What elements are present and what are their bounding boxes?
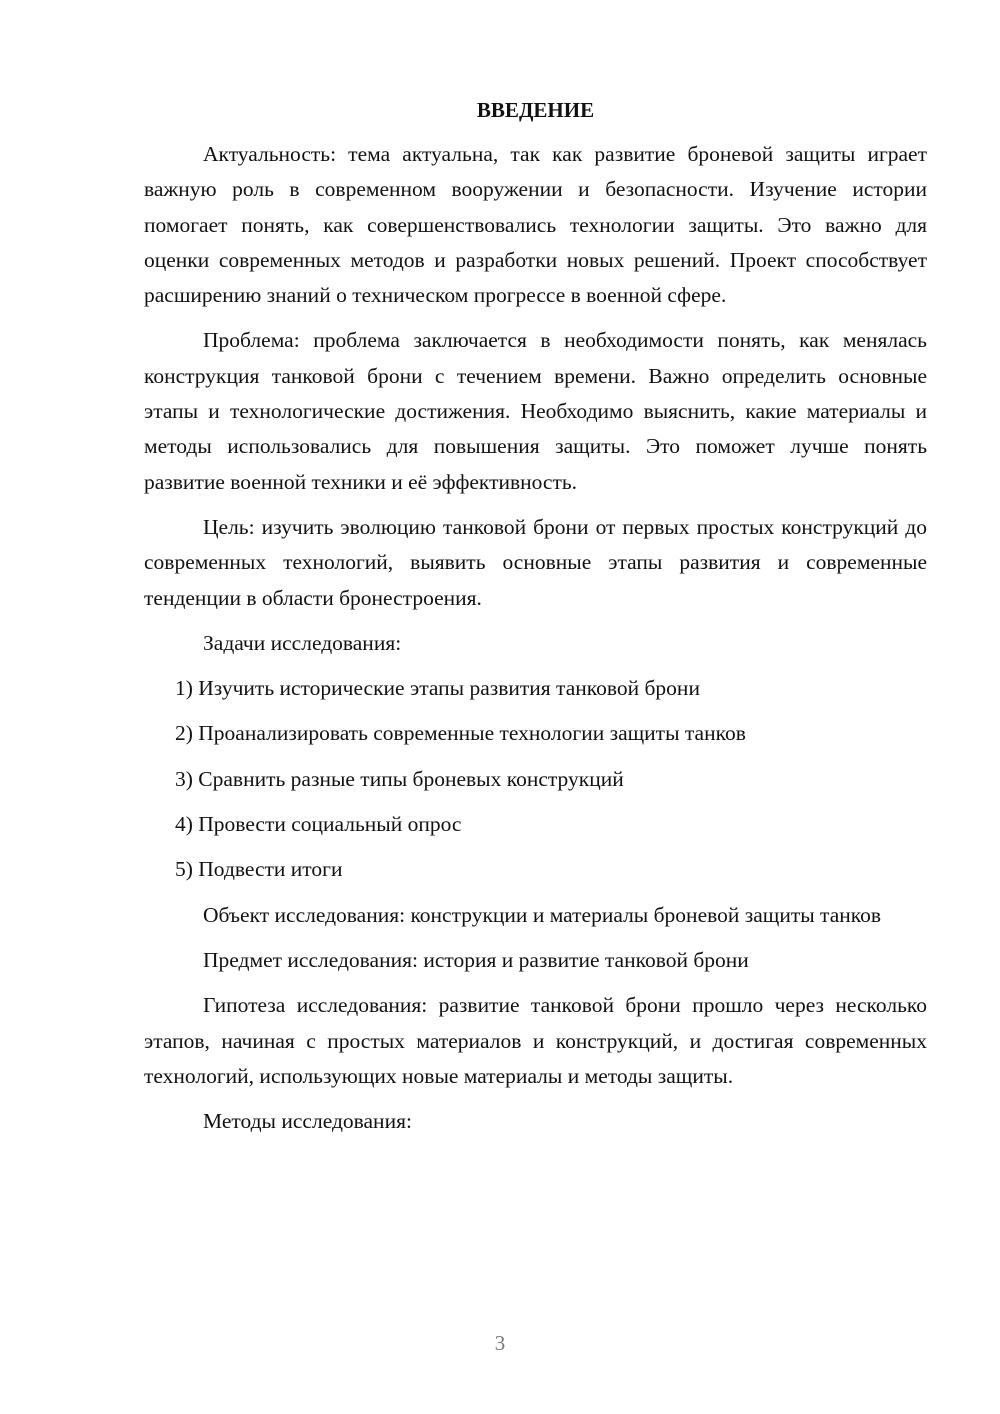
document-page — [144, 92, 927, 1149]
relevance-paragraph: Актуальность: тема актуальна, так как развитие броневой защиты играет важную роль в современном вооружении и безопасности. Изучение истории помогает понять, как совершенствовались технологии защиты. Это важно для оценки современных методов и разработки новых решений. Проект способствует расширению знаний о техническом прогрессе в военной сфере. — [144, 142, 927, 308]
subject-paragraph: Предмет исследования: история и развитие танковой брони — [203, 947, 749, 972]
page-number: 3 — [494, 1331, 506, 1355]
task-item: 4) Провести социальный опрос — [175, 812, 462, 837]
task-item: 1) Изучить исторические этапы развития танковой брони — [175, 676, 700, 701]
object-paragraph: Объект исследования: конструкции и материалы броневой защиты танков — [203, 902, 882, 927]
task-item: 5) Подвести итоги — [175, 857, 343, 882]
tasks-list — [144, 671, 927, 887]
tasks-heading: Задачи исследования: — [203, 630, 402, 655]
methods-heading: Методы исследования: — [203, 1109, 412, 1134]
task-item: 2) Проанализировать современные технологии защиты танков — [175, 721, 746, 746]
task-item: 3) Сравнить разные типы броневых конструкций — [175, 766, 624, 791]
goal-paragraph: Цель: изучить эволюцию танковой брони от первых простых конструкций до современных технологий, выявить основные этапы развития и современные тенденции в области бронестроения. — [144, 514, 927, 610]
problem-paragraph: Проблема: проблема заключается в необходимости понять, как менялась конструкция танковой брони с течением времени. Важно определить основные этапы и технологические достижения. Необходимо выяснить, какие материалы и методы использовались для повышения защиты. Это поможет лучше понять развитие военной техники и её эффективность. — [144, 328, 927, 494]
section-title: ВВЕДЕНИЕ — [476, 98, 595, 122]
hypothesis-paragraph: Гипотеза исследования: развитие танковой брони прошло через несколько этапов, начиная с простых материалов и конструкций, и достигая современных технологий, использующих новые материалы и методы защиты. — [144, 993, 927, 1088]
